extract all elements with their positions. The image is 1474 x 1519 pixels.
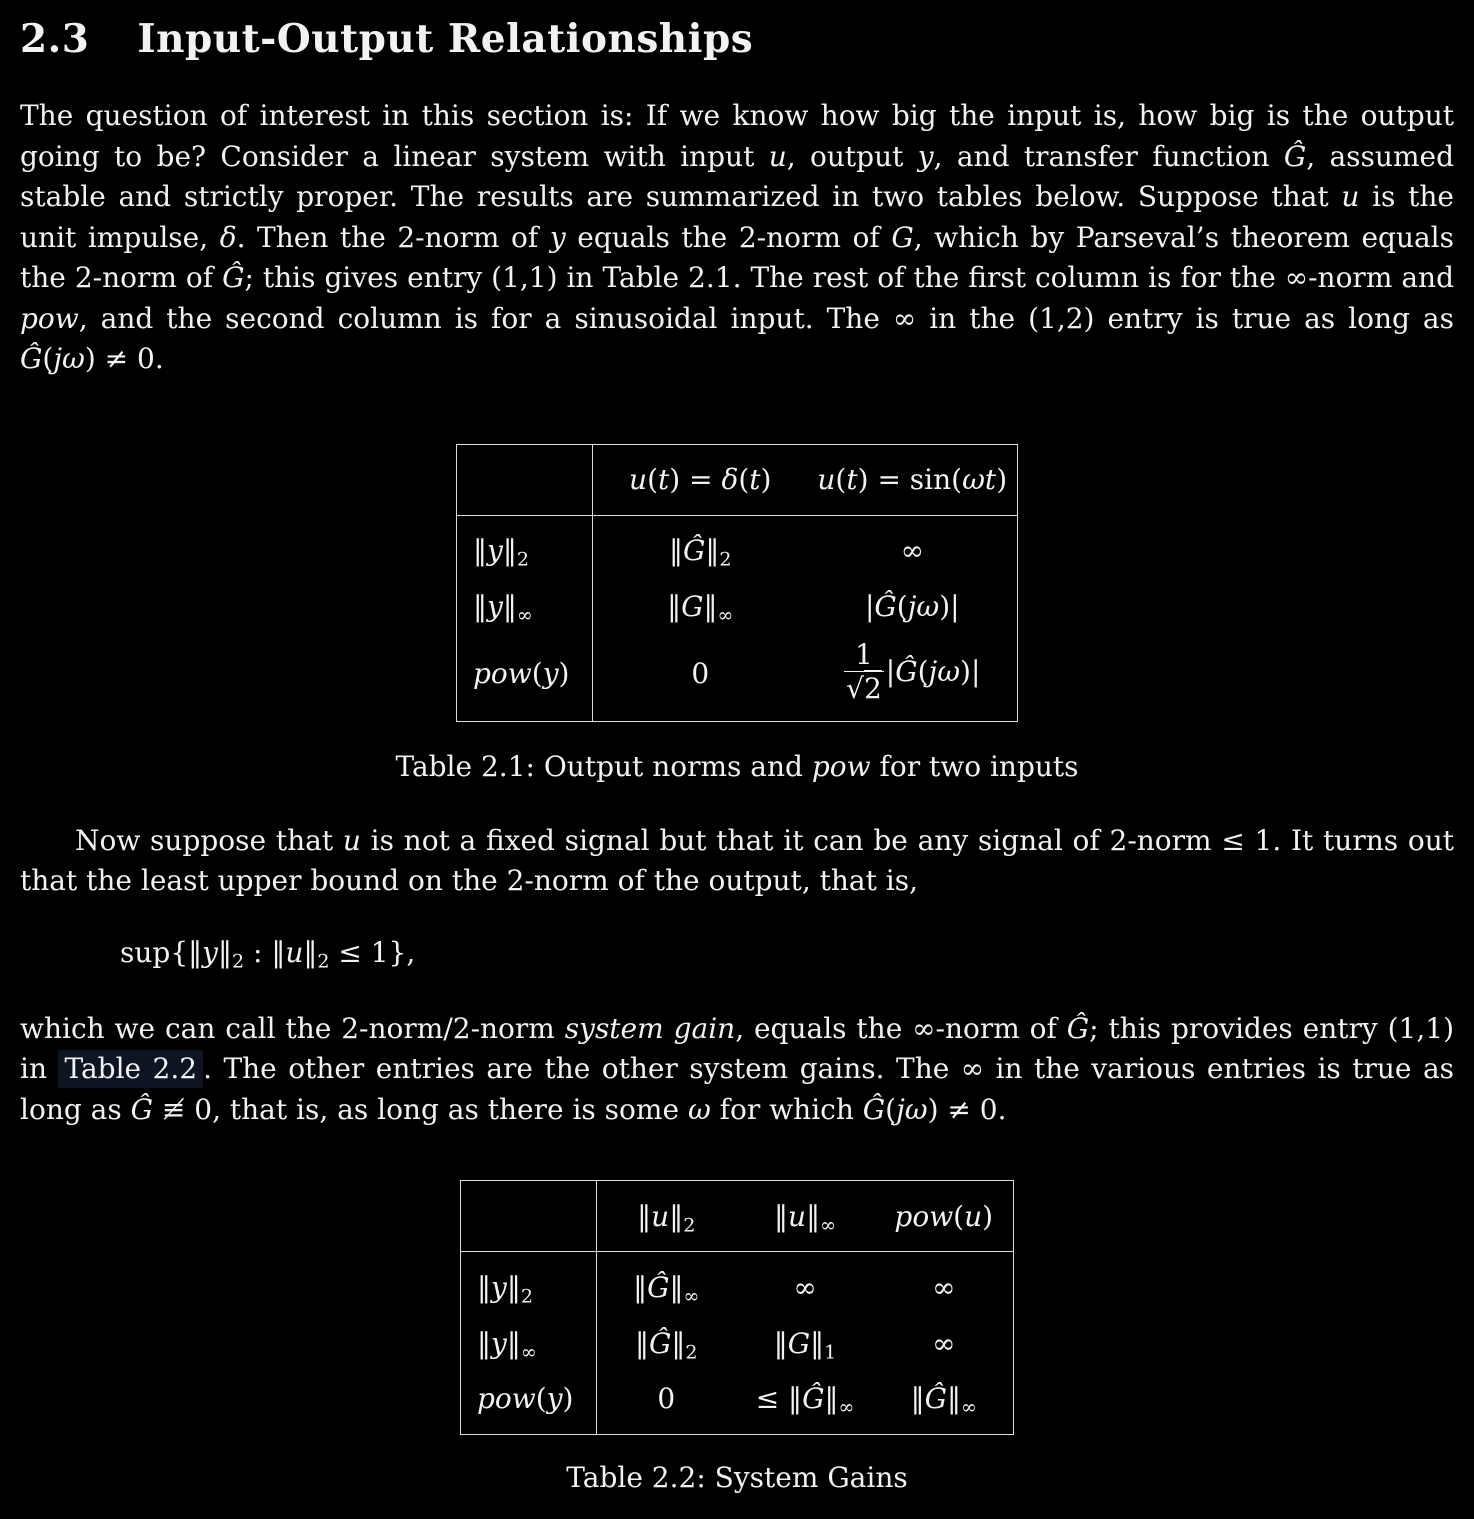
- value-cell: ≤ $‖Ĝ‖_\infty$: [755, 1382, 855, 1419]
- value-cell: ∞: [793, 1270, 817, 1304]
- table-row: [461, 1181, 1014, 1252]
- value-cell: $‖Ĝ‖_\infty$: [633, 1270, 700, 1308]
- value-cell: $‖Ĝ‖_\infty$: [910, 1382, 977, 1419]
- value-cell: |Ĝ(jω)|: [864, 590, 960, 623]
- header-empty-cell: [457, 444, 593, 515]
- header-empty-cell: [461, 1181, 597, 1252]
- row-label-cell: pow(y): [457, 637, 593, 721]
- table-row: [457, 637, 1018, 721]
- header-cell-u-2norm: $‖u‖_2$: [597, 1181, 736, 1252]
- paragraph-system-gain: which we can call the 2-norm/2-norm system gain, equals the ∞-norm of Ĝ; this provides entry (1,1) in Table 2.2 . The other entries are the other system gains. The ∞ in the various entries is true as long as Ĝ ≢ 0, that is, as long as there is some ω for which Ĝ(jω) ≠ 0.: [20, 1011, 1455, 1126]
- value-cell: ∞: [932, 1270, 956, 1304]
- header-cell-sinusoid-input: u(t) = sin(ωt): [808, 444, 1018, 515]
- display-equation-sup: $sup\{‖y‖_2$ : $‖u‖_2 \le 1$},: [120, 935, 416, 973]
- value-cell: ∞: [900, 534, 924, 568]
- row-label-cell: $‖y‖_2$: [461, 1252, 597, 1313]
- row-label-cell: $‖y‖_2$: [457, 515, 593, 576]
- table-2-1-caption: Table 2.1: Output norms and pow for two inputs: [395, 749, 1079, 783]
- header-cell-u-infnorm: $‖u‖_\infty$: [736, 1181, 875, 1252]
- header-cell-impulse-input: u(t) = δ(t): [593, 444, 808, 515]
- value-cell: $‖Ĝ‖_2$: [635, 1326, 698, 1364]
- section-heading: [20, 16, 1454, 62]
- value-cell: 0: [657, 1382, 676, 1416]
- table-row: [457, 576, 1018, 637]
- header-cell-pow-u: pow(u): [875, 1181, 1014, 1252]
- section-title: Input-Output Relationships: [137, 16, 754, 62]
- section-number: 2.3: [20, 16, 90, 62]
- value-cell: 0: [691, 657, 710, 691]
- table-row: [461, 1374, 1014, 1435]
- table-2-2-link[interactable]: Table 2.2: [58, 1050, 203, 1088]
- table-2-2-header: [461, 1181, 1014, 1252]
- table-2-1: [456, 444, 1018, 722]
- paragraph-sup-intro: Now suppose that u is not a fixed signal but that it can be any signal of 2-norm ≤ 1. It turns out that the least upper bound on the 2-norm of the output, that is,: [20, 823, 1454, 897]
- table-2-2: [460, 1180, 1014, 1435]
- table-row: [457, 515, 1018, 576]
- table-2-1-body: [457, 515, 1018, 721]
- table-row: [461, 1313, 1014, 1374]
- paragraph-intro: The question of interest in this section is: If we know how big the input is, how big is the output going to be? Consider a linear system with input u, output y, and transfer function Ĝ, assumed stable and strictly proper. The results are summarized in two tables below. Suppose that u is the unit impulse, δ. Then the 2-norm of y equals the 2-norm of G, which by Parseval’s theorem equals the 2-norm of Ĝ; this gives entry (1,1) in Table 2.1. The rest of the first column is for the ∞-norm and pow, and the second column is for a sinusoidal input. The ∞ in the (1,2) entry is true as long as Ĝ(jω) ≠ 0.: [20, 99, 1454, 375]
- table-2-2-body: [461, 1252, 1014, 1435]
- row-label-cell: $‖y‖_\infty$: [461, 1313, 597, 1374]
- row-label-cell: pow(y): [461, 1374, 597, 1435]
- value-cell: $‖Ĝ‖_2$: [669, 534, 732, 571]
- table-2-2-caption: Table 2.2: System Gains: [566, 1461, 908, 1494]
- row-label-cell: $‖y‖_\infty$: [457, 576, 593, 637]
- value-cell: $‖G‖_\infty$: [667, 590, 734, 627]
- table-row: [461, 1252, 1014, 1313]
- fraction-one-over-sqrt2: $\frac{1}{√2}$: [846, 638, 882, 705]
- table-2-1-header: [457, 444, 1018, 515]
- value-cell: $‖G‖_1$: [773, 1326, 837, 1364]
- table-row: [457, 444, 1018, 515]
- value-cell: ∞: [932, 1326, 956, 1360]
- value-cell: $\frac{1}{√2}$ |Ĝ(jω)|: [846, 638, 981, 705]
